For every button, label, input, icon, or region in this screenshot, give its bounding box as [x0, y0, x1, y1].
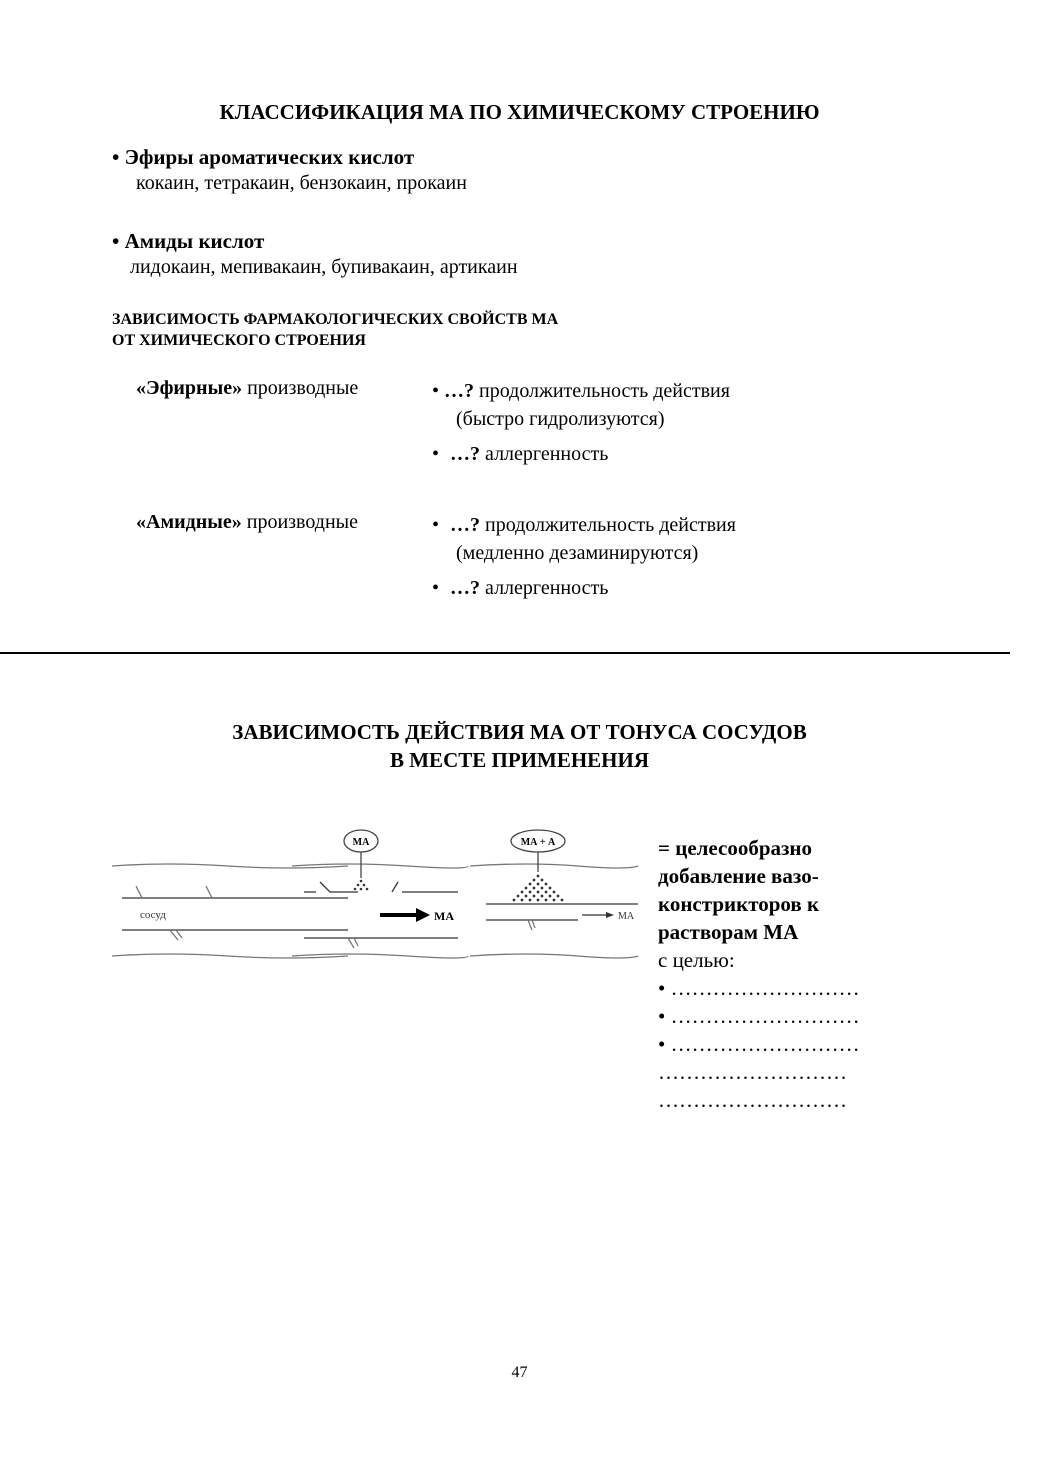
row-ester-name [136, 377, 358, 400]
tissue-bottom-line [470, 954, 638, 958]
conclusion-line: = целесообразно [658, 836, 813, 860]
bullet: • [432, 443, 440, 465]
blank-line: ……………………… [658, 1088, 847, 1112]
bullet: • [432, 380, 440, 402]
row-name-rest: производные [242, 377, 359, 399]
bullet: • [112, 229, 120, 253]
conclusion-block [658, 834, 860, 1114]
row-name-rest: производные [241, 511, 358, 533]
group-amides-heading [112, 229, 518, 254]
ma-deposit-large [513, 875, 564, 902]
group-heading-text: Амиды кислот [124, 229, 265, 253]
ma-a-balloon-label: МА + А [520, 837, 556, 848]
tissue-top-line [470, 864, 638, 868]
blank-line: • ……………………… [658, 1004, 860, 1028]
arrow-strong-label: МА [434, 909, 454, 923]
vessel-branch-ticks [528, 920, 535, 930]
blank-line: • ……………………… [658, 1032, 860, 1056]
section-title-line: ОТ ХИМИЧЕСКОГО СТРОЕНИЯ [112, 332, 366, 349]
blank-line: ……………………… [658, 1060, 847, 1084]
list-item-text: аллергенность [480, 443, 609, 465]
question-mark: …? [450, 443, 481, 465]
group-amides-items: лидокаин, мепивакаин, бупивакаин, артикаин [130, 256, 518, 278]
vessel-branch-ticks [348, 938, 358, 948]
section-title-line: ЗАВИСИМОСТЬ ФАРМАКОЛОГИЧЕСКИХ СВОЙСТВ МА [112, 311, 559, 328]
list-item-sub: (быстро гидролизуются) [456, 408, 665, 430]
panel-2 [292, 830, 468, 958]
list-item-text: продолжительность действия [480, 514, 736, 536]
blank-line: • ……………………… [658, 976, 860, 1000]
ma-balloon-label: МА [352, 837, 370, 848]
conclusion-line: констрикторов к [658, 892, 820, 916]
list-item-sub: (медленно дезаминируются) [456, 542, 699, 564]
vessel-upper-wall [304, 882, 458, 892]
bullet: • [112, 145, 120, 169]
arrow-weak-label: МА [618, 911, 635, 922]
group-amides [112, 229, 518, 279]
conclusion-line: добавление вазо- [658, 864, 819, 888]
question-mark: …? [450, 514, 481, 536]
section-title-vessel-tone [0, 718, 1039, 774]
group-esters-items: кокаин, тетракаин, бензокаин, прокаин [136, 172, 467, 194]
arrow-weak [582, 912, 614, 918]
section-divider [0, 652, 1010, 654]
section-title-line: В МЕСТЕ ПРИМЕНЕНИЯ [389, 748, 649, 772]
vessel-diagram [108, 826, 648, 966]
section-title-properties [112, 309, 558, 351]
row-ester-bullets [432, 377, 730, 468]
group-heading-text: Эфиры ароматических кислот [124, 145, 415, 169]
conclusion-line: растворам МА [658, 920, 799, 944]
vessel-branch-ticks [170, 930, 182, 940]
row-name-bold: «Эфирные» [136, 377, 243, 399]
vessel-branch-ticks [136, 886, 212, 898]
row-amide-name [136, 511, 358, 534]
arrow-strong [380, 908, 430, 922]
row-name-bold: «Амидные» [136, 511, 242, 533]
vessel-label: сосуд [140, 909, 166, 921]
group-esters [112, 145, 467, 195]
page-title-classification: КЛАССИФИКАЦИЯ МА ПО ХИМИЧЕСКОМУ СТРОЕНИЮ [219, 100, 820, 124]
list-item-text: продолжительность действия [474, 380, 730, 402]
row-amide-bullets [432, 511, 736, 602]
list-item [432, 440, 730, 468]
question-mark: …? [450, 577, 481, 599]
group-esters-heading [112, 145, 467, 170]
ma-deposit-small [354, 880, 369, 891]
section-title-line: ЗАВИСИМОСТЬ ДЕЙСТВИЯ МА ОТ ТОНУСА СОСУДОВ [232, 720, 807, 744]
conclusion-purpose: с целью: [658, 948, 735, 972]
list-item [432, 511, 736, 539]
question-mark: …? [444, 380, 475, 402]
list-item [432, 377, 730, 405]
bullet: • [432, 577, 440, 599]
list-item-text: аллергенность [480, 577, 609, 599]
panel-3 [470, 830, 638, 958]
page-number: 47 [511, 1364, 528, 1381]
bullet: • [432, 514, 440, 536]
list-item [432, 574, 736, 602]
